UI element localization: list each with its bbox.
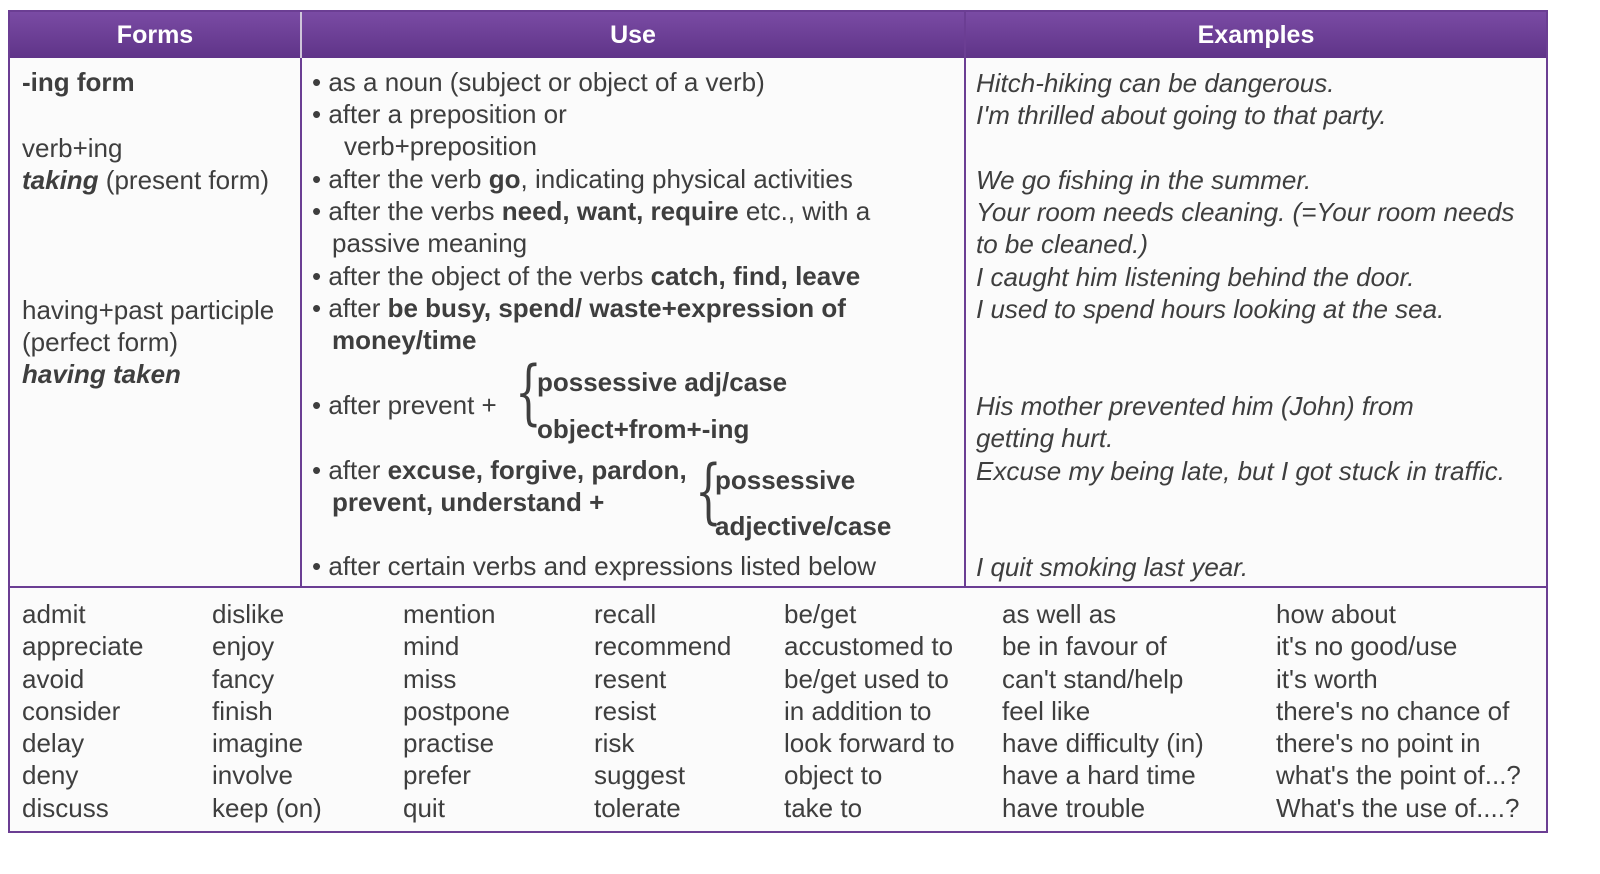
left-brace-icon: { [695, 450, 722, 532]
list-item: practise [403, 728, 495, 759]
list-item: dislike [212, 599, 285, 629]
example-8: Excuse my being late, but I got stuck in traffic. [976, 456, 1505, 486]
use-text-bold: catch, find, leave [650, 261, 861, 291]
use-bullet-8 [312, 454, 687, 486]
list-item: there's no chance of [1276, 695, 1510, 726]
use-bullet-7-opt2: object+from+-ing [537, 414, 750, 444]
forms-perfect-form: (perfect form) [22, 327, 179, 357]
list-item: have trouble [1002, 792, 1146, 823]
list-item: mention [403, 599, 496, 629]
list-item: avoid [22, 663, 85, 694]
use-bullet-8b: prevent, understand + [332, 487, 605, 517]
list-item: involve [212, 760, 293, 791]
list-item: be/get used to [784, 663, 949, 694]
list-item: look forward to [784, 728, 955, 759]
use-text: • after [312, 455, 388, 485]
use-bullet-2b: verb+preposition [344, 131, 537, 161]
list-item: it's worth [1276, 663, 1378, 694]
list-item: have difficulty (in) [1002, 728, 1204, 759]
use-bullet-9: • after certain verbs and expressions listed below [312, 551, 877, 581]
list-item: feel like [1002, 695, 1091, 726]
list-item: fancy [212, 663, 275, 694]
use-bullet-1: • as a noun (subject or object of a verb) [312, 67, 765, 97]
use-bullet-6b: money/time [332, 325, 477, 355]
list-item: enjoy [212, 631, 275, 662]
list-item: as well as [1002, 599, 1117, 629]
list-item: mind [403, 631, 460, 662]
word-column-6 [1002, 598, 1204, 824]
list-item: be/get [784, 599, 857, 629]
list-item: finish [212, 695, 273, 726]
list-item: in addition to [784, 695, 932, 726]
use-bullet-5 [312, 260, 860, 292]
use-text: etc., with a [738, 196, 871, 226]
list-item: appreciate [22, 631, 144, 662]
list-item: What's the use of....? [1276, 792, 1520, 823]
list-item: miss [403, 663, 457, 694]
use-text: , indicating physical activities [520, 164, 853, 194]
table-header [10, 12, 1546, 58]
left-brace-icon: { [515, 351, 542, 433]
example-4b: to be cleaned.) [976, 229, 1149, 259]
list-item: can't stand/help [1002, 663, 1184, 694]
example-5: I caught him listening behind the door. [976, 262, 1415, 292]
list-item: quit [403, 792, 445, 823]
list-item: how about [1276, 599, 1396, 629]
list-item: what's the point of...? [1276, 760, 1521, 791]
forms-verb-ing: verb+ing [22, 133, 123, 163]
list-item: it's no good/use [1276, 631, 1458, 662]
list-item: delay [22, 728, 85, 759]
word-column-7 [1276, 598, 1521, 824]
use-bullet-6 [312, 292, 846, 324]
list-item: deny [22, 760, 79, 791]
use-bullet-3 [312, 163, 853, 195]
header-forms: Forms [116, 21, 194, 49]
word-column-1 [22, 598, 143, 824]
list-item: prefer [403, 760, 471, 791]
divider [300, 58, 302, 588]
list-item: consider [22, 695, 121, 726]
divider [10, 586, 1546, 588]
header-use: Use [610, 21, 656, 49]
example-9: I quit smoking last year. [976, 552, 1249, 582]
example-3: We go fishing in the summer. [976, 165, 1312, 195]
example-4a: Your room needs cleaning. (=Your room needs [976, 197, 1515, 227]
divider [964, 12, 966, 588]
list-item: have a hard time [1002, 760, 1196, 791]
forms-present-label: (present form) [98, 165, 270, 195]
use-bullet-2: • after a preposition or [312, 99, 567, 129]
use-text: • after the verbs [312, 196, 502, 226]
list-item: risk [594, 728, 635, 759]
use-bullet-7-opt1: possessive adj/case [537, 367, 788, 397]
list-item: tolerate [594, 792, 681, 823]
use-bullet-8-opt2: adjective/case [715, 511, 892, 541]
use-bullet-8-opt1: possessive [715, 465, 856, 495]
use-bullet-7: • after prevent + [312, 390, 497, 420]
list-item: recall [594, 599, 657, 629]
list-item: suggest [594, 760, 686, 791]
word-column-2 [212, 598, 322, 824]
use-text: • after the verb [312, 164, 489, 194]
list-item: accustomed to [784, 631, 954, 662]
list-item: keep (on) [212, 792, 322, 823]
list-item: recommend [594, 631, 732, 662]
forms-title: -ing form [22, 67, 135, 97]
header-examples: Examples [1197, 21, 1315, 49]
example-6: I used to spend hours looking at the sea. [976, 294, 1445, 324]
list-item: imagine [212, 728, 304, 759]
use-text-bold: go [488, 164, 521, 194]
list-item: postpone [403, 695, 510, 726]
list-item: be in favour of [1002, 631, 1167, 662]
word-column-3 [403, 598, 510, 824]
use-text-bold: excuse, forgive, pardon, [387, 455, 687, 485]
list-item: take to [784, 792, 863, 823]
forms-taking: taking [22, 165, 99, 195]
forms-having-past: having+past participle [22, 295, 275, 325]
word-column-5 [784, 598, 955, 824]
use-text-bold: be busy, spend/ waste+expression of [387, 293, 846, 323]
example-2: I'm thrilled about going to that party. [976, 100, 1387, 130]
use-text: • after [312, 293, 388, 323]
forms-having-taken: having taken [22, 359, 181, 389]
use-text-bold: need, want, require [501, 196, 739, 226]
example-7a: His mother prevented him (John) from [976, 391, 1414, 421]
list-item: object to [784, 760, 883, 791]
example-7b: getting hurt. [976, 423, 1114, 453]
use-bullet-4 [312, 195, 870, 227]
word-column-4 [594, 598, 731, 824]
example-1: Hitch-hiking can be dangerous. [976, 68, 1335, 98]
forms-present [22, 164, 269, 196]
use-bullet-4b: passive meaning [332, 228, 528, 258]
use-text: • after the object of the verbs [312, 261, 651, 291]
list-item: resent [594, 663, 667, 694]
list-item: there's no point in [1276, 728, 1481, 759]
list-item: resist [594, 695, 657, 726]
list-item: admit [22, 599, 86, 629]
list-item: discuss [22, 792, 109, 823]
grammar-table [8, 10, 1548, 833]
